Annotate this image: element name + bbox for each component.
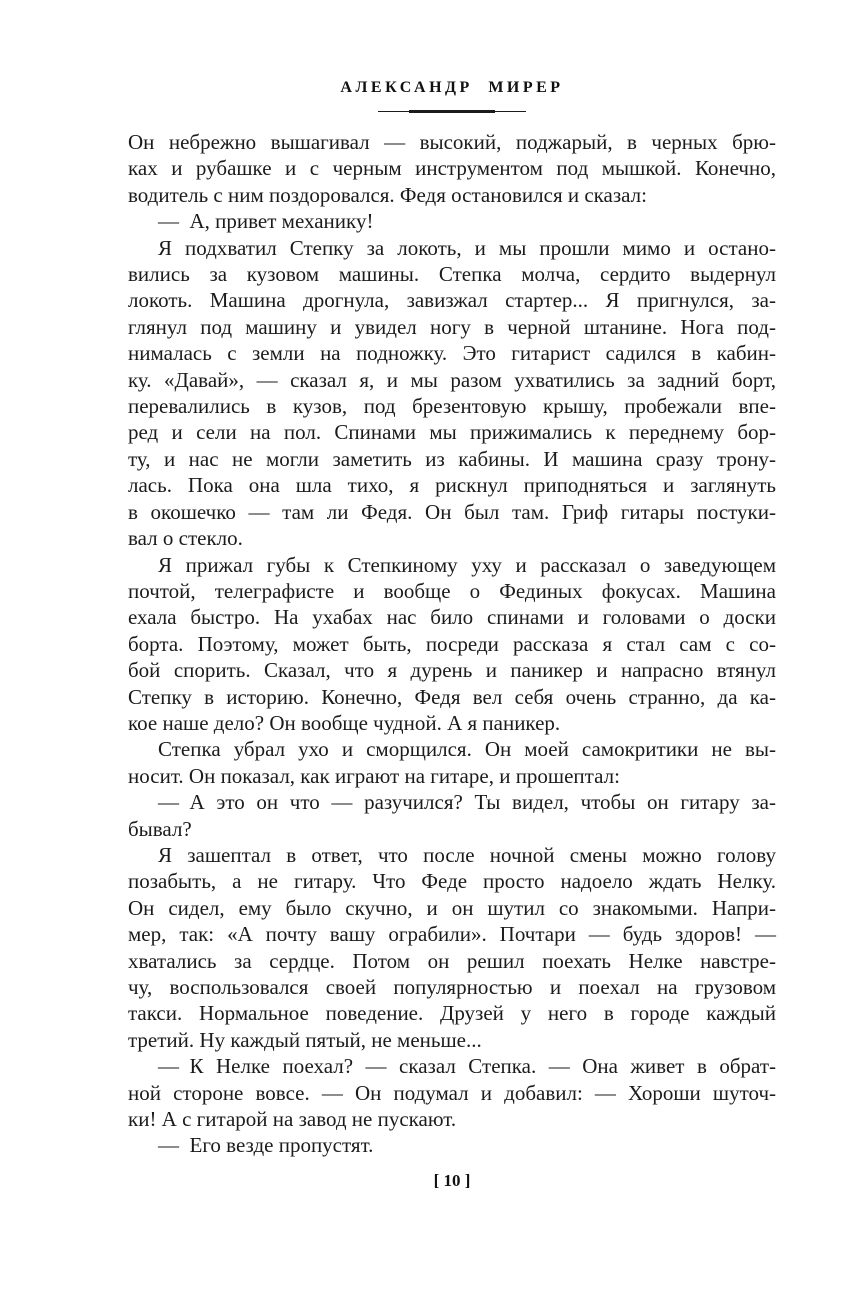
- paragraph: [128, 736, 776, 789]
- dialogue-paragraph: [128, 789, 776, 842]
- text-line: позабыть, а не гитару. Что Феде просто надоело ждать Нелку.: [128, 869, 776, 894]
- divider-thick-line: [409, 110, 495, 113]
- text-line: бывал?: [128, 816, 192, 841]
- text-line: Я подхватил Степку за локоть, и мы прошли мимо и остано-: [158, 235, 776, 260]
- text-line: ехала быстро. На ухабах нас било спинами и головами о доски: [128, 605, 776, 630]
- text-line: третий. Ну каждый пятый, не меньше...: [128, 1027, 482, 1052]
- text-line: Степка убрал ухо и сморщился. Он моей самокритики не вы-: [158, 737, 776, 762]
- text-line: кое наше дело? Он вообще чудной. А я паникер.: [128, 710, 561, 735]
- dialogue-paragraph: [128, 208, 776, 234]
- text-line: — К Нелке поехал? — сказал Степка. — Она живет в обрат-: [158, 1054, 776, 1079]
- text-line: такси. Нормальное поведение. Друзей у него в городе каждый: [128, 1001, 776, 1026]
- text-line: водитель с ним поздоровался. Федя остановился и сказал:: [128, 182, 647, 207]
- paragraph: [128, 552, 776, 737]
- text-line: нималась с земли на подножку. Это гитарист садился в кабин-: [128, 341, 776, 366]
- paragraph: [128, 842, 776, 1053]
- paragraph: [128, 129, 776, 208]
- text-line: ках и рубашке и с черным инструментом под мышкой. Конечно,: [128, 156, 776, 181]
- running-header: АЛЕКСАНДР МИРЕР: [340, 79, 564, 96]
- paragraph: [128, 235, 776, 552]
- text-line: Я прижал губы к Степкиному уху и рассказал о заведующем: [158, 552, 776, 577]
- text-line: вились за кузовом машины. Степка молча, сердито выдернул: [128, 262, 776, 287]
- text-line: Степку в историю. Конечно, Федя вел себя очень странно, да ка-: [128, 684, 776, 709]
- body-text: [128, 129, 776, 1159]
- text-line: — А это он что — разучился? Ты видел, чтобы он гитару за-: [158, 790, 776, 815]
- text-line: чу, воспользовался своей популярностью и поехал на грузовом: [128, 975, 776, 999]
- header-divider: [378, 110, 526, 113]
- text-line: ту, и нас не могли заметить из кабины. И машина сразу трону-: [128, 446, 776, 471]
- page-number: [ 10 ]: [433, 1171, 471, 1190]
- text-line: — А, привет механику!: [158, 209, 374, 234]
- text-line: Я зашептал в ответ, что после ночной смены можно голову: [158, 842, 776, 867]
- text-line: Он сидел, ему было скучно, и он шутил со знакомыми. Напри-: [128, 895, 776, 920]
- text-line: в окошечко — там ли Федя. Он был там. Гриф гитары постуки-: [128, 499, 776, 524]
- text-line: лась. Пока она шла тихо, я рискнул приподняться и заглянуть: [128, 473, 776, 498]
- text-line: бой спорить. Сказал, что я дурень и паникер и напрасно втянул: [128, 658, 776, 683]
- dialogue-paragraph: [128, 1132, 776, 1158]
- text-line: борта. Поэтому, может быть, посреди рассказа я стал сам с со-: [128, 631, 776, 656]
- text-line: вал о стекло.: [128, 526, 243, 551]
- text-line: мер, так: «А почту вашу ограбили». Почтари — будь здоров! —: [128, 922, 776, 947]
- dialogue-paragraph: [128, 1053, 776, 1132]
- text-line: локоть. Машина дрогнула, завизжал стартер... Я пригнулся, за-: [128, 288, 776, 313]
- text-line: носит. Он показал, как играют на гитаре, и прошептал:: [128, 763, 620, 788]
- text-line: Он небрежно вышагивал — высокий, поджарый, в черных брю-: [128, 130, 776, 154]
- text-line: глянул под машину и увидел ногу в черной штанине. Нога под-: [128, 314, 776, 339]
- text-line: ку. «Давай», — сказал я, и мы разом ухватились за задний борт,: [128, 367, 776, 392]
- text-line: перевалились в кузов, под брезентовую крышу, пробежали впе-: [128, 394, 776, 419]
- text-line: ки! А с гитарой на завод не пускают.: [128, 1107, 457, 1132]
- text-line: — Его везде пропустят.: [158, 1133, 374, 1158]
- text-line: хватались за сердце. Потом он решил поехать Нелке навстре-: [128, 948, 776, 973]
- text-line: ной стороне вовсе. — Он подумал и добавил: — Хороши шуточ-: [128, 1080, 776, 1105]
- text-line: ред и сели на пол. Спинами мы прижимались к переднему бор-: [128, 420, 776, 445]
- text-line: почтой, телеграфисте и вообще о Фединых фокусах. Машина: [128, 578, 776, 603]
